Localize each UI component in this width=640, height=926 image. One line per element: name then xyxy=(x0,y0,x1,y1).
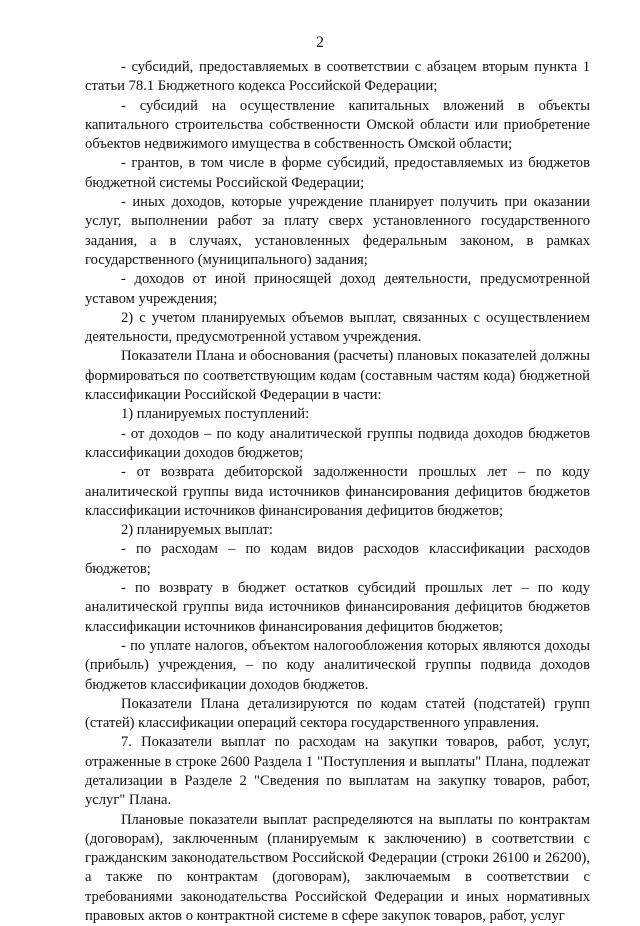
paragraph: - от доходов – по коду аналитической группы подвида доходов бюджетов классификации доходов бюджетов; xyxy=(85,425,590,461)
paragraph: - грантов, в том числе в форме субсидий, предоставляемых из бюджетов бюджетной системы Российской Федерации; xyxy=(85,155,590,191)
paragraph: - доходов от иной приносящей доход деятельности, предусмотренной уставом учреждения; xyxy=(85,271,590,307)
paragraph: - по возврату в бюджет остатков субсидий прошлых лет – по коду аналитической группы вида источников финансирования дефицитов бюджетов классификации источников финансирования дефицитов бюджетов; xyxy=(85,580,590,635)
paragraph: Показатели Плана и обоснования (расчеты) плановых показателей должны формироваться по соответствующим кодам (составным частям кода) бюджетной классификации Российской Федерации в части: xyxy=(85,348,590,404)
paragraph: 1) планируемых поступлений: xyxy=(121,406,310,423)
paragraph: - по расходам – по кодам видов расходов классификации расходов бюджетов; xyxy=(85,541,590,577)
paragraph: Показатели Плана детализируются по кодам статей (подстатей) групп (статей) классификации операций сектора государственного управления. xyxy=(85,695,590,732)
paragraph: - субсидий на осуществление капитальных вложений в объекты капитального строительства собственности Омской области или приобретение объектов недвижимого имущества в собственность Омской области; xyxy=(85,97,590,153)
document-body xyxy=(85,58,590,926)
paragraph: - иных доходов, которые учреждение планирует получить при оказании услуг, выполнении работ за плату сверх установленного государственного задания, а в случаях, установленных федеральным законом, в рамках государственного (муниципального) задания; xyxy=(85,194,590,268)
paragraph: - субсидий, предоставляемых в соответствии с абзацем вторым пункта 1 статьи 78.1 Бюджетного кодекса Российской Федерации; xyxy=(85,59,590,95)
paragraph: 2) планируемых выплат: xyxy=(121,522,273,539)
page-number: 2 xyxy=(316,34,324,51)
paragraph: - от возврата дебиторской задолженности прошлых лет – по коду аналитической группы вида источников финансирования дефицитов бюджетов классификации источников финансирования дефицитов бюджетов; xyxy=(85,464,590,519)
paragraph: 7. Показатели выплат по расходам на закупки товаров, работ, услуг, отраженные в строке 2600 Раздела 1 "Поступления и выплаты" Плана, подлежат детализации в Разделе 2 "Сведения по выплатам на закупку товаров, работ, услуг" Плана. xyxy=(85,734,590,809)
paragraph: Плановые показатели выплат распределяются на выплаты по контрактам (договорам), заключенным (планируемым к заключению) в соответствии с гражданским законодательством Российской Федерации (строки 26100 и 26200), а также по контрактам (договорам), заключаемым в соответствии с требованиями законодательства Российской Федерации и иных нормативных правовых актов о контрактной системе в сфере закупок товаров, работ, услуг xyxy=(85,811,590,925)
paragraph: - по уплате налогов, объектом налогообложения которых являются доходы (прибыль) учреждения, – по коду аналитической группы подвида доходов бюджетов классификации доходов бюджетов. xyxy=(85,637,590,693)
paragraph: 2) с учетом планируемых объемов выплат, связанных с осуществлением деятельности, предусмотренной уставом учреждения. xyxy=(85,309,590,346)
